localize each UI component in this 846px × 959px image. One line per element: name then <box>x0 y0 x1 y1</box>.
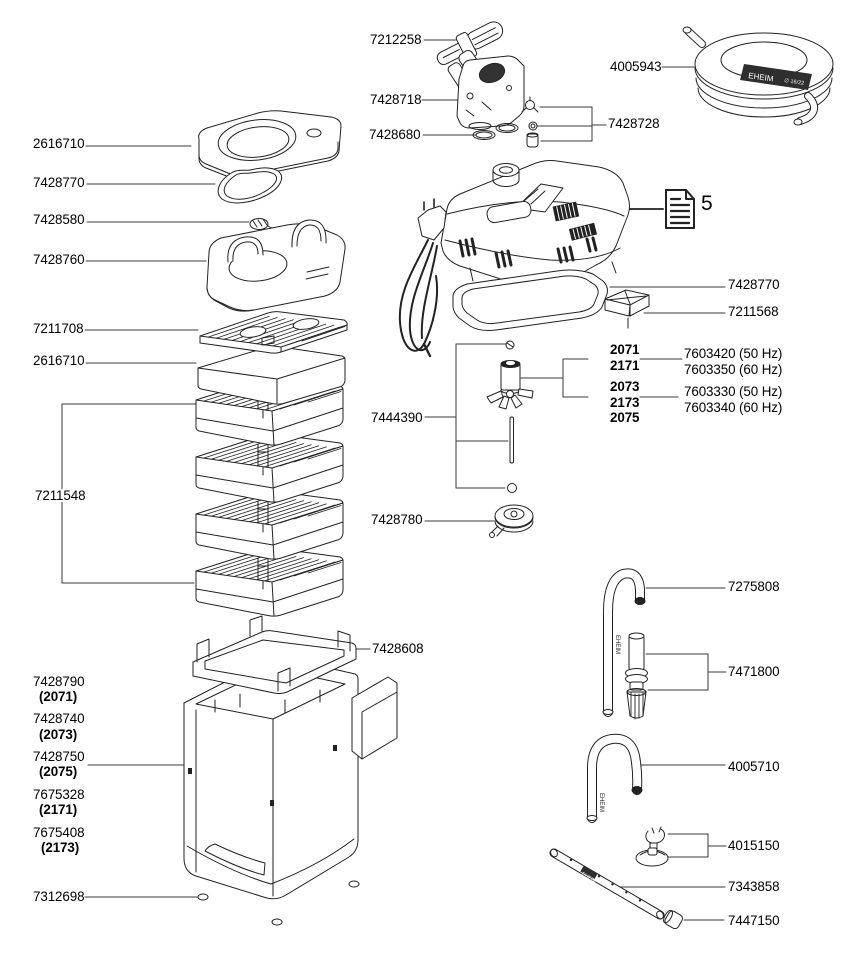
part-label-canister-2073: 7428740 <box>33 711 85 726</box>
pump-cover-drawing <box>490 505 534 538</box>
table-part-7603350: 7603350 (60 Hz) <box>684 362 783 377</box>
model-label-2075: (2075) <box>39 764 78 779</box>
part-label-prefilter-cover: 2616710 <box>33 136 85 151</box>
table-part-7603340: 7603340 (60 Hz) <box>684 400 783 415</box>
part-label-head-cover: 7428760 <box>33 252 85 267</box>
part-label-clamp: 7428580 <box>33 212 85 227</box>
part-label-valve-parts: 7428728 <box>608 116 660 131</box>
table-part-7603330: 7603330 (50 Hz) <box>684 384 783 399</box>
part-label-canister-2173: 7675408 <box>33 825 85 840</box>
model-label-2073: (2073) <box>39 727 78 742</box>
part-label-rubber-feet: 7312698 <box>33 889 85 904</box>
part-label-spray-bar: 7343858 <box>728 879 780 894</box>
part-label-extension-set: 7471800 <box>728 664 780 679</box>
intake-brand-text: EHEIM <box>614 635 620 655</box>
table-model-2073: 2073 <box>610 379 640 394</box>
table-model-2071: 2071 <box>610 342 640 357</box>
table-part-7603420: 7603420 (50 Hz) <box>684 346 783 361</box>
part-label-hose: 4005943 <box>610 59 662 74</box>
adapter-drawing <box>444 49 524 130</box>
part-label-end-plug: 7447150 <box>728 913 780 928</box>
part-label-canister-2071: 7428790 <box>33 674 85 689</box>
model-label-2071: (2071) <box>39 689 78 704</box>
end-plug-drawing <box>662 908 684 930</box>
part-label-canister-2171: 7675328 <box>33 787 85 802</box>
extension-set-drawing <box>626 633 648 719</box>
part-label-double-tap-unit: 7212258 <box>370 32 422 47</box>
canister-body-drawing <box>184 657 397 899</box>
lattice-screen-drawing <box>200 312 347 353</box>
part-label-o-rings: 7428680 <box>369 127 421 142</box>
part-label-pump-cover: 7428780 <box>371 512 423 527</box>
outlet-elbow-drawing <box>587 739 642 821</box>
leader-lines <box>62 40 726 920</box>
suction-cup-drawing <box>636 827 668 866</box>
part-label-outlet-elbow: 4005710 <box>728 759 780 774</box>
part-label-intake-pipe: 7275808 <box>728 579 780 594</box>
spraybar-brand-text: EHEIM <box>580 871 597 885</box>
table-model-2171: 2171 <box>610 358 640 373</box>
head-cover-drawing <box>207 220 345 311</box>
outlet-brand-text: EHEIM <box>598 793 604 813</box>
power-cord-drawing <box>400 199 446 356</box>
part-label-suction-cup-set: 4015150 <box>728 838 780 853</box>
hose-coil-drawing <box>683 27 833 125</box>
part-label-prefilter-seal: 7428770 <box>33 175 85 190</box>
part-label-canister-2075: 7428750 <box>33 749 85 764</box>
part-label-sealing-ring: 7428770 <box>728 277 780 292</box>
model-label-2171: (2171) <box>39 802 78 817</box>
table-model-2075: 2075 <box>610 410 640 425</box>
part-label-filter-baskets: 7211548 <box>35 488 86 503</box>
part-label-retaining-clip: 7211568 <box>728 304 779 319</box>
model-label-2173: (2173) <box>41 840 80 855</box>
part-label-adapter: 7428718 <box>370 92 422 107</box>
table-model-2173: 2173 <box>610 395 640 410</box>
figure-reference: 5 <box>701 192 713 215</box>
hose-brand-text: EHEIM <box>747 71 775 84</box>
part-label-impeller-set: 7444390 <box>371 410 423 425</box>
retaining-clip-drawing <box>605 290 649 328</box>
document-icon <box>666 190 694 228</box>
part-label-lattice-screen: 7211708 <box>33 321 84 336</box>
part-label-spacer-frame: 2616710 <box>33 353 85 368</box>
sealing-ring-drawing <box>453 270 608 331</box>
part-label-canister-rim: 7428608 <box>372 641 424 656</box>
impeller-set-drawing <box>487 341 533 493</box>
hose-size-text: ∅ 16/22 <box>783 78 805 87</box>
